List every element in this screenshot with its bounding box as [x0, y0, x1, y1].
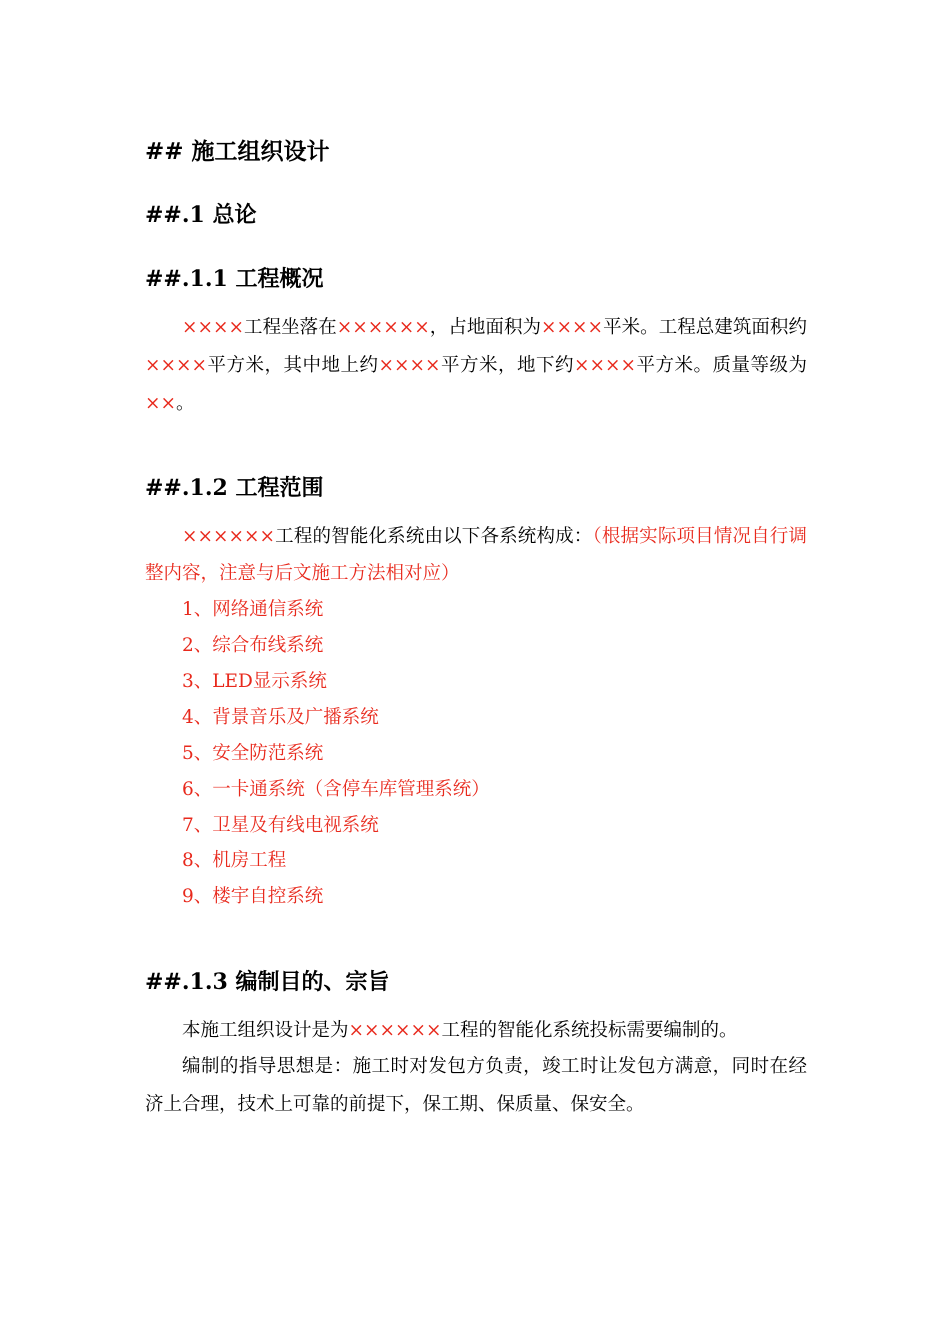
overview-text: 平方米，其中地上约	[207, 355, 379, 376]
overview-text: 工程坐落在	[244, 317, 337, 338]
placeholder-total-area: ××××	[145, 355, 208, 376]
heading-scope: ##.1.2 工程范围	[145, 475, 324, 501]
scope-intro-text: 工程的智能化系统由以下各系统构成：	[275, 526, 593, 547]
heading-overview: ##.1.1 工程概况	[145, 266, 324, 292]
system-list-item: 7、卫星及有线电视系统	[182, 815, 379, 836]
scope-note: （根据实际项目情况自行调整内容，注意与后文施工方法相对应）	[145, 526, 807, 584]
system-list-item: 8、机房工程	[182, 850, 287, 871]
placeholder-project-name: ××××××	[182, 526, 276, 547]
placeholder-quality-grade: ××	[145, 393, 177, 414]
system-list-item: 5、安全防范系统	[182, 743, 324, 764]
system-list-item: 3、LED显示系统	[182, 671, 327, 692]
overview-text: 。	[176, 393, 195, 414]
purpose-text: 本施工组织设计是为	[182, 1020, 349, 1041]
system-list-item: 2、综合布线系统	[182, 635, 324, 656]
placeholder-site-area: ××××	[541, 317, 604, 338]
purpose-text: 工程的智能化系统投标需要编制的。	[441, 1020, 738, 1041]
overview-paragraph	[145, 309, 807, 423]
system-list-item: 1、网络通信系统	[182, 599, 324, 620]
placeholder-location: ××××××	[336, 317, 430, 338]
placeholder-project-name: ××××	[182, 317, 245, 338]
system-list-item: 6、一卡通系统（含停车库管理系统）	[182, 779, 490, 800]
system-list-item: 9、楼宇自控系统	[182, 886, 324, 907]
placeholder-above-ground-area: ××××	[378, 355, 441, 376]
scope-intro-paragraph	[145, 518, 807, 592]
overview-text: 平方米，地下约	[440, 355, 574, 376]
heading-purpose: ##.1.3 编制目的、宗旨	[145, 969, 390, 995]
overview-text: 平米。工程总建筑面积约	[603, 317, 807, 338]
document-title: ## 施工组织设计	[145, 138, 330, 165]
placeholder-underground-area: ××××	[573, 355, 636, 376]
purpose-paragraph-1	[145, 1012, 807, 1050]
system-list-item: 4、背景音乐及广播系统	[182, 707, 379, 728]
overview-text: 平方米。质量等级为	[636, 355, 807, 376]
placeholder-project-name: ××××××	[348, 1020, 442, 1041]
overview-text: ，占地面积为	[429, 317, 542, 338]
purpose-paragraph-2: 编制的指导思想是：施工时对发包方负责，竣工时让发包方满意，同时在经济上合理，技术上可靠的前提下，保工期、保质量、保安全。	[145, 1056, 807, 1115]
heading-general: ##.1 总论	[145, 202, 257, 228]
